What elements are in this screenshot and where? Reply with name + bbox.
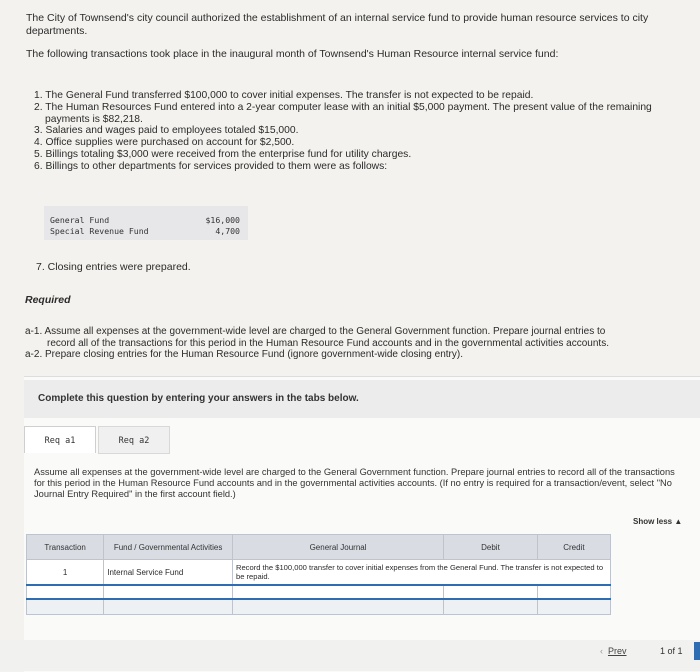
cell-debit-input[interactable] — [444, 599, 538, 615]
tab-req-a1[interactable]: Req a1 — [24, 426, 96, 453]
cell-credit-input[interactable] — [537, 599, 610, 615]
chevron-left-icon: ‹ — [600, 646, 603, 656]
cell-transaction — [27, 599, 104, 615]
cell-fund[interactable]: Internal Service Fund — [104, 560, 233, 586]
instruction-text: Complete this question by entering your answers in the tabs below. — [38, 393, 359, 404]
answer-panel — [24, 376, 700, 672]
billing-row — [50, 226, 240, 237]
journal-table — [26, 534, 611, 615]
page-total: of 1 — [667, 646, 683, 656]
cell-fund[interactable] — [104, 585, 233, 599]
prev-button[interactable] — [600, 646, 627, 656]
billing-fund-name: Special Revenue Fund — [50, 226, 149, 236]
transaction-list — [34, 90, 674, 173]
table-row — [27, 560, 611, 586]
cell-transaction: 1 — [27, 560, 104, 586]
intro-paragraph-1: The City of Townsend's city council authorized the establishment of an internal service fund to provide human resource services to city departments. — [26, 12, 649, 37]
cell-transaction — [27, 585, 104, 599]
page-number: 1 — [660, 646, 666, 656]
table-row — [27, 585, 611, 599]
table-header-row — [27, 535, 611, 560]
prev-label: Prev — [608, 646, 627, 656]
cell-debit-input[interactable] — [444, 585, 538, 599]
next-page-tab[interactable] — [694, 642, 700, 660]
transaction-item: 3. Salaries and wages paid to employees totaled $15,000. — [34, 125, 299, 137]
transaction-item: 4. Office supplies were purchased on account for $2,500. — [34, 137, 295, 149]
tab-bar — [24, 426, 700, 452]
problem-intro — [26, 12, 686, 71]
pagination-bar — [0, 640, 700, 671]
cell-account-input[interactable] — [232, 599, 443, 615]
intro-paragraph-2: The following transactions took place in the inaugural month of Townsend's Human Resource internal service fund: — [26, 48, 559, 60]
req-a2: a-2. Prepare closing entries for the Human Resource Fund (ignore government-wide closing entry). — [25, 349, 463, 360]
billing-row — [50, 215, 240, 226]
header-general-journal: General Journal — [232, 535, 443, 560]
tab-req-a2[interactable]: Req a2 — [98, 426, 170, 454]
header-credit: Credit — [537, 535, 610, 560]
required-text — [25, 326, 675, 361]
table-row — [27, 599, 611, 615]
billing-fund-name: General Fund — [50, 215, 110, 225]
transaction-item: 2. The Human Resources Fund entered into a 2-year computer lease with an initial $5,000 payment. The present value of the remaining payments is $82,218. — [34, 101, 652, 125]
header-debit: Debit — [444, 535, 538, 560]
transaction-item: 6. Billings to other departments for services provided to them were as follows: — [34, 160, 388, 172]
transaction-item: 1. The General Fund transferred $100,000 to cover initial expenses. The transfer is not expected to be repaid. — [34, 90, 534, 101]
billing-amount: 4,700 — [215, 226, 240, 236]
req-a1-line2: record all of the transactions for this period in the Human Resource Fund accounts and in the governmental activities accounts. — [47, 337, 609, 349]
cell-entry-description: Record the $100,000 transfer to cover initial expenses from the General Fund. The transfer is not expected to be repaid. — [232, 560, 610, 586]
closing-item: 7. Closing entries were prepared. — [36, 261, 191, 273]
cell-credit-input[interactable] — [537, 585, 610, 599]
billing-amount: $16,000 — [205, 215, 240, 225]
tab-instructions: Assume all expenses at the government-wide level are charged to the General Government function. Prepare journal entries to record all of the transactions for this period in the Human Resource Fund accounts and in the governmental activities accounts. (If no entry is required for a transaction/event, select "No Journal Entry Required" in the first account field.) — [34, 467, 675, 499]
header-transaction: Transaction — [27, 535, 104, 560]
transaction-item: 5. Billings totaling $3,000 were received from the enterprise fund for utility charges. — [34, 148, 412, 160]
required-heading: Required — [25, 294, 71, 306]
header-fund: Fund / Governmental Activities — [104, 535, 233, 560]
req-a1-line1: a-1. Assume all expenses at the government-wide level are charged to the General Government function. Prepare journal entries to — [25, 326, 606, 337]
cell-fund[interactable] — [104, 599, 233, 615]
instruction-banner — [24, 380, 700, 418]
show-less-toggle[interactable]: Show less ▲ — [633, 517, 683, 526]
billings-table — [44, 206, 248, 240]
cell-account-input[interactable] — [232, 585, 443, 599]
page-indicator — [660, 646, 683, 656]
